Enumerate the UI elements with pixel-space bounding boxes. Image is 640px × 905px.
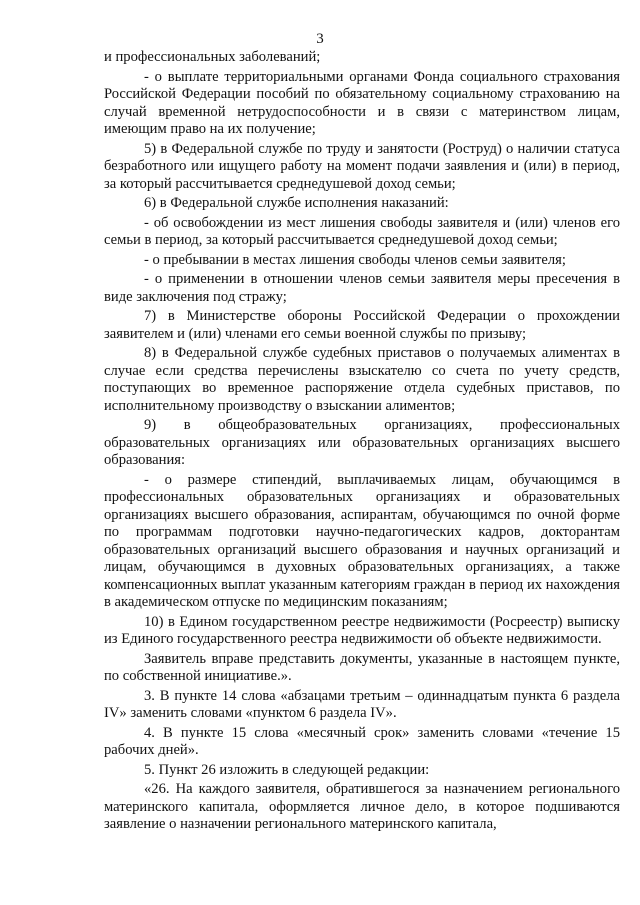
paragraph-8: 7) в Министерстве обороны Российской Федерации о прохождении заявителем и (или) членами его семьи военной службы по призыву; [104, 308, 620, 342]
paragraph-1: и профессиональных заболеваний; [104, 49, 321, 65]
paragraph-16: 5. Пункт 26 изложить в следующей редакции: [144, 761, 430, 778]
paragraph-15: 4. В пункте 15 слова «месячный срок» заменить словами «течение 15 рабочих дней». [104, 724, 620, 758]
paragraph-12: 10) в Едином государственном реестре недвижимости (Росреестр) выписку из Единого государственного реестра недвижимости об объекте недвижимости. [104, 613, 620, 647]
paragraph-2: - о выплате территориальными органами Фонда социального страхования Российской Федерации пособий по обязательному социальному страхованию на случай временной нетрудоспособности и в связи с материнством лицам, имеющим право на их получение; [104, 68, 620, 137]
paragraph-4: 6) в Федеральной службе исполнения наказаний: [144, 195, 449, 211]
paragraph-6: - о пребывании в местах лишения свободы членов семьи заявителя; [144, 251, 566, 268]
paragraph-11: - о размере стипендий, выплачиваемых лицам, обучающимся в профессиональных образовательных организациях и образовательных организациях высшего образования, аспирантам, обучающимся по очной форме по программам подготовки научно-педагогических кадров, докторантам образовательных организаций высшего образования и научных организаций и лицам, обучающимся в духовных образовательных организациях, а также компенсационных выплат указанным категориям граждан в период их нахождения в академическом отпуске по медицинским показаниям; [104, 471, 620, 610]
paragraph-7: - о применении в отношении членов семьи заявителя меры пресечения в виде заключения под стражу; [104, 271, 620, 305]
paragraph-9: 8) в Федеральной службе судебных приставов о получаемых алиментах в случае если средства перечислены взыскателю со счета по учету средств, поступающих во временное распоряжение отдела судебных приставов, по исполнительному производству о взыскании алиментов; [104, 345, 620, 414]
paragraph-5: - об освобождении из мест лишения свободы заявителя и (или) членов его семьи в период, за который рассчитывается среднедушевой доход семьи; [104, 214, 620, 248]
document-body [104, 49, 620, 836]
paragraph-3: 5) в Федеральной службе по труду и занятости (Роструд) о наличии статуса безработного или ищущего работу на момент подачи заявления и (или) в период, за который рассчитывается среднедушевой доход семьи; [104, 140, 620, 192]
paragraph-13: Заявитель вправе представить документы, указанные в настоящем пункте, по собственной инициативе.». [104, 650, 620, 684]
paragraph-10: 9) в общеобразовательных организациях, профессиональных образовательных организациях или образовательных организациях высшего образования: [104, 417, 620, 468]
page-number: 3 [316, 31, 324, 47]
paragraph-14: 3. В пункте 14 слова «абзацами третьим – одиннадцатым пункта 6 раздела IV» заменить словами «пунктом 6 раздела IV». [104, 687, 620, 721]
paragraph-17: «26. На каждого заявителя, обратившегося за назначением регионального материнского капитала, оформляется личное дело, в которое подшиваются заявление о назначении регионального материнского капитала, [104, 781, 620, 832]
